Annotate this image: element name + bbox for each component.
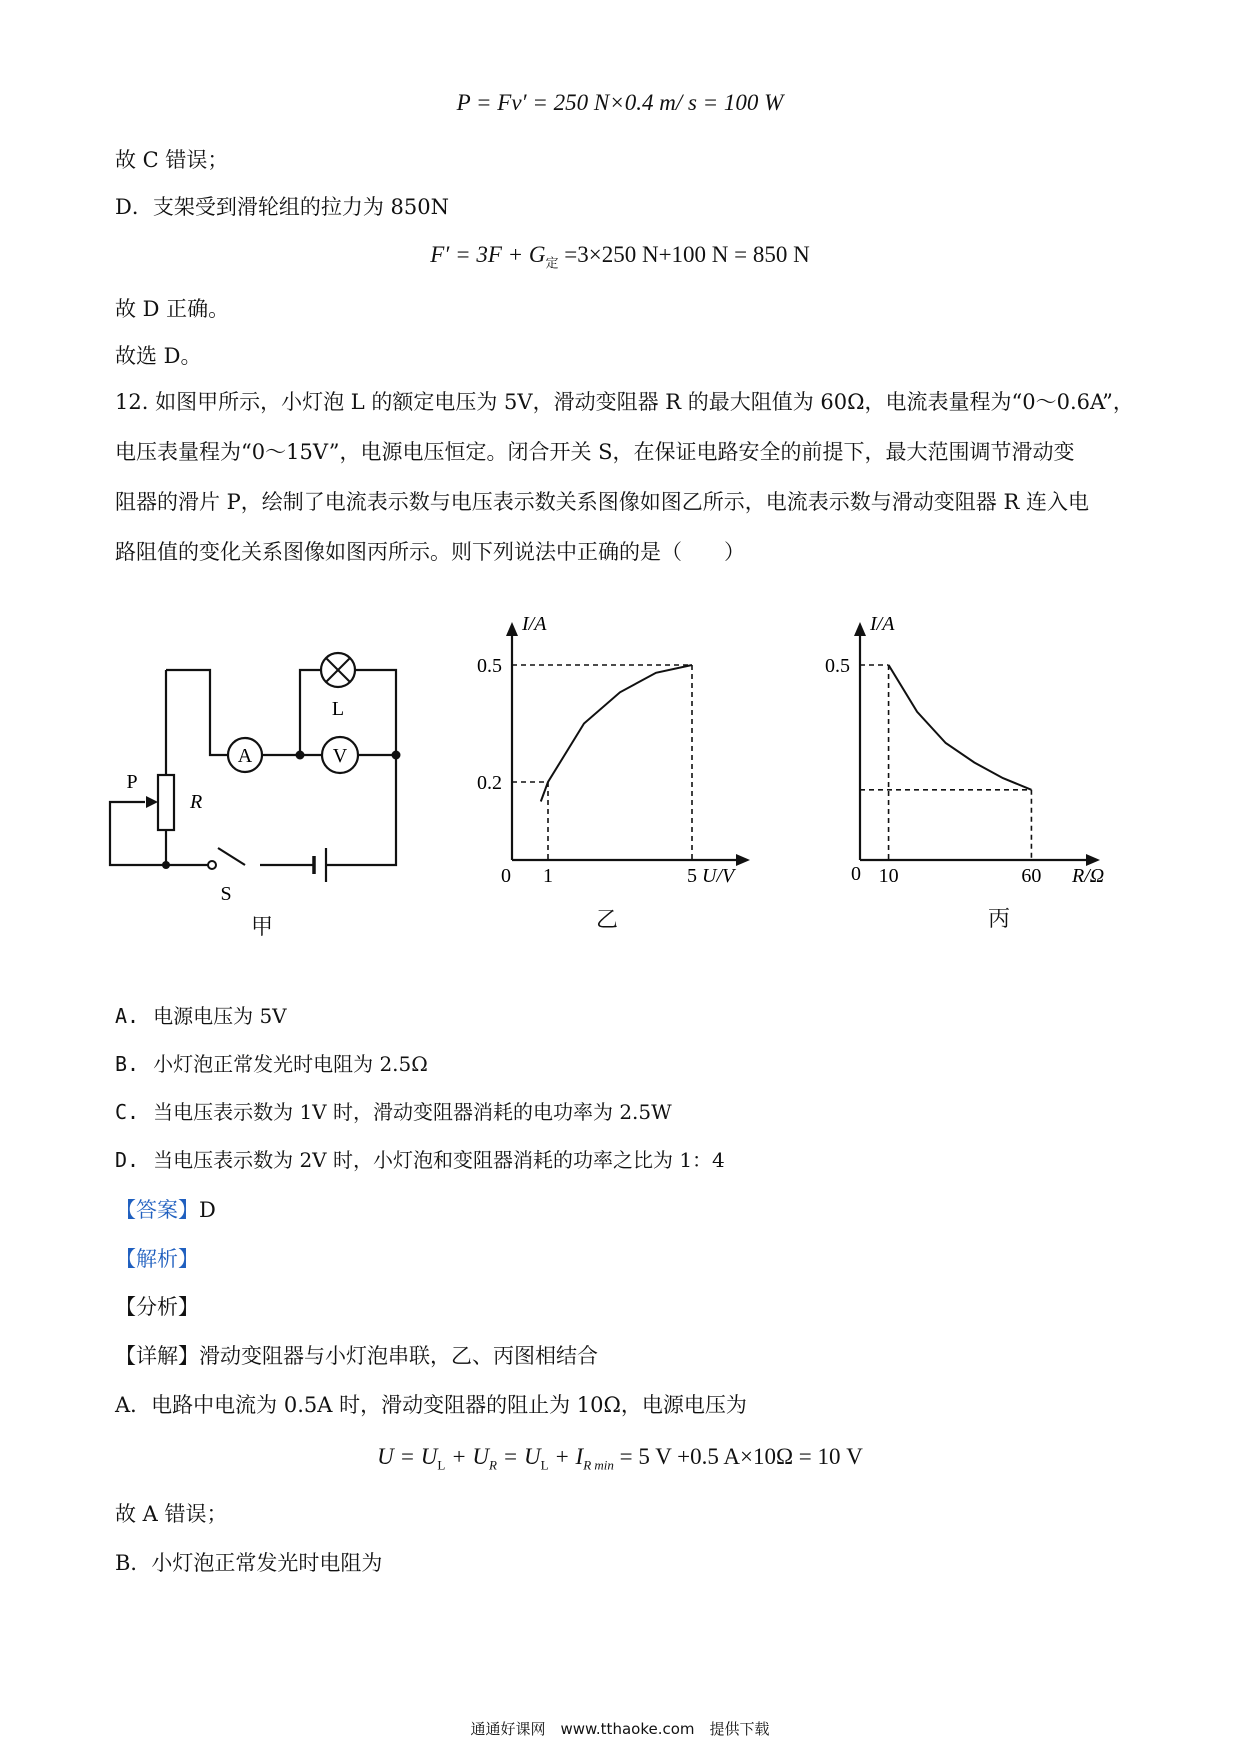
switch-label: S <box>220 883 232 905</box>
text-choose-d: 故选 D。 <box>115 344 202 368</box>
option-d: D. 当电压表示数为 2V 时，小灯泡和变阻器消耗的功率之比为 1：4 <box>115 1148 725 1172</box>
x-tick-label: 10 <box>878 865 899 887</box>
question-12-line-2: 电压表量程为“0～15V”，电源电压恒定。闭合开关 S，在保证电路安全的前提下，最大范围调节滑动变 <box>115 440 1075 464</box>
rheostat-label: R <box>190 791 203 813</box>
x-axis-label: R/Ω <box>1072 865 1105 887</box>
x-tick-label: 1 <box>543 865 553 887</box>
y-tick-label: 0.5 <box>825 655 850 677</box>
figure-caption-yi: 乙 <box>596 908 619 933</box>
chart-current-vs-voltage <box>460 610 760 940</box>
question-12-line-4: 路阻值的变化关系图像如图丙所示。则下列说法中正确的是（ ） <box>115 540 745 564</box>
text-a-wrong: 故 A 错误； <box>115 1502 228 1526</box>
text-c-wrong: 故 C 错误； <box>115 148 229 172</box>
slider-label: P <box>126 771 138 793</box>
analysis-subheading: 【分析】 <box>115 1295 199 1319</box>
option-b-explanation: B．小灯泡正常发光时电阻为 <box>115 1551 383 1575</box>
circuit-diagram <box>100 610 420 940</box>
option-b: B. 小灯泡正常发光时电阻为 2.5Ω <box>115 1052 428 1076</box>
ammeter-label: A <box>237 745 253 767</box>
option-c: C. 当电压表示数为 1V 时，滑动变阻器消耗的电功率为 2.5W <box>115 1100 672 1124</box>
x-origin-label: 0 <box>501 865 511 887</box>
detail-line: 【详解】滑动变阻器与小灯泡串联，乙、丙图相结合 <box>115 1344 598 1368</box>
y-axis-label: I/A <box>870 613 895 635</box>
text-option-d-explanation: D．支架受到滑轮组的拉力为 850N <box>115 195 449 219</box>
option-a-explanation: A．电路中电流为 0.5A 时，滑动变阻器的阻止为 10Ω，电源电压为 <box>115 1393 747 1417</box>
question-12-line-1: 12. 如图甲所示，小灯泡 L 的额定电压为 5V，滑动变阻器 R 的最大阻值为 60Ω，电流表量程为“0～0.6A”， <box>115 390 1134 414</box>
figure-caption-bing: 丙 <box>988 907 1011 932</box>
y-tick-label: 0.5 <box>477 655 502 677</box>
x-tick-label: 60 <box>1021 865 1042 887</box>
x-tick-label: 5 <box>687 865 697 887</box>
y-axis-label: I/A <box>522 613 547 635</box>
figure-caption-jia: 甲 <box>251 915 274 940</box>
lamp-label: L <box>331 698 345 720</box>
option-a: A. 电源电压为 5V <box>115 1004 287 1028</box>
text-d-right: 故 D 正确。 <box>115 297 230 321</box>
analysis-tag: 【解析】 <box>115 1247 199 1271</box>
power-equation: P = Fv′ = 250 N×0.4 m/ s = 100 W <box>456 90 784 115</box>
voltmeter-label: V <box>332 745 348 767</box>
voltage-equation: $U = U_L + U_R = U_L + I_{R min} = 5$ V +0.5 A×10Ω = 10 V <box>377 1444 863 1473</box>
chart-current-vs-resistance <box>810 610 1130 940</box>
series-line <box>889 665 1032 790</box>
answer-line: 【答案】D <box>115 1198 216 1222</box>
question-12-line-3: 阻器的滑片 P，绘制了电流表示数与电压表示数关系图像如图乙所示，电流表示数与滑动变阻器 R 连入电 <box>115 490 1089 514</box>
force-equation: $F' = 3F + G_定 =3\times 250$ N+100 N = 850 N <box>430 242 810 271</box>
series-line <box>541 665 692 802</box>
page-footer: 通通好课网 www.tthaoke.com 提供下载 <box>470 1720 770 1738</box>
x-axis-label: U/V <box>702 865 735 887</box>
x-origin-label: 0 <box>851 863 861 885</box>
y-tick-label: 0.2 <box>477 772 502 794</box>
